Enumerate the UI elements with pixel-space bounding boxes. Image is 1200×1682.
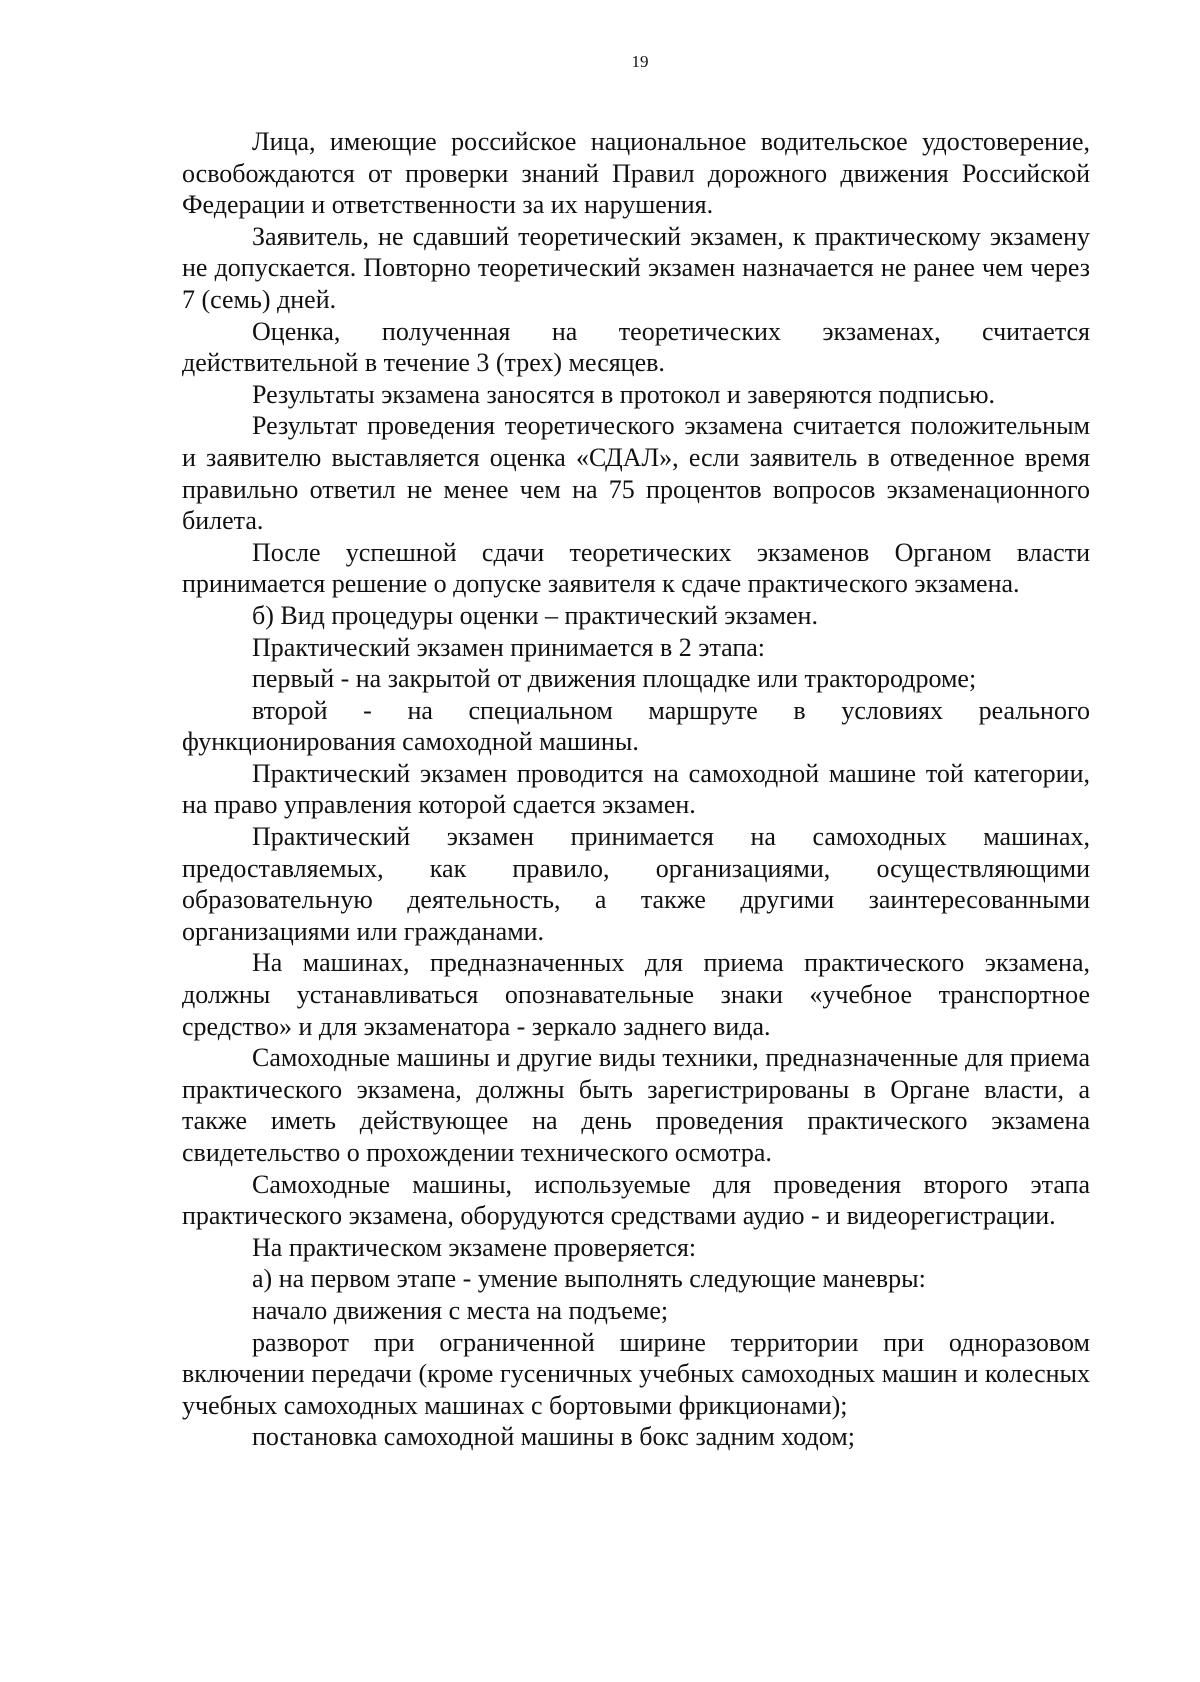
paragraph-17: а) на первом этапе - умение выполнять следующие маневры: xyxy=(252,1264,926,1294)
paragraph-2: Заявитель, не сдавший теоретический экзамен, к практическому экзамену не допускается. Повторно теоретический экзамен назначается не ранее чем через 7 (семь) дней. xyxy=(182,221,1090,314)
paragraph-15: Самоходные машины, используемые для проведения второго этапа практического экзамена, оборудуются средствами аудио - и видеорегистрации. xyxy=(182,1169,1090,1231)
paragraph-3: Оценка, полученная на теоретических экзаменах, считается действительной в течение 3 (трех) месяцев. xyxy=(182,316,1090,378)
paragraph-5: Результат проведения теоретического экзамена считается положительным и заявителю выставляется оценка «СДАЛ», если заявитель в отведенное время правильно ответил не менее чем на 75 процентов вопросов экзаменационного билета. xyxy=(182,411,1090,536)
paragraph-11: Практический экзамен проводится на самоходной машине той категории, на право управления которой сдается экзамен. xyxy=(182,758,1090,820)
paragraph-8: Практический экзамен принимается в 2 этапа: xyxy=(252,632,765,662)
paragraph-14: Самоходные машины и другие виды техники, предназначенные для приема практического экзамена, должны быть зарегистрированы в Органе власти, а также иметь действующее на день проведения практического экзамена свидетельство о прохождении технического осмотра. xyxy=(182,1043,1090,1167)
paragraph-12: Практический экзамен принимается на самоходных машинах, предоставляемых, как правило, организациями, осуществляющими образовательную деятельность, а также другими заинтересованными организациями или гражданами. xyxy=(182,822,1090,946)
paragraph-20: постановка самоходной машины в бокс задним ходом; xyxy=(252,1422,855,1452)
paragraph-13: На машинах, предназначенных для приема практического экзамена, должны устанавливаться опознавательные знаки «учебное транспортное средство» и для экзаменатора - зеркало заднего вида. xyxy=(182,948,1090,1041)
page-number: 19 xyxy=(631,52,649,71)
paragraph-7: б) Вид процедуры оценки – практический экзамен. xyxy=(252,600,818,630)
paragraph-6: После успешной сдачи теоретических экзаменов Органом власти принимается решение о допуске заявителя к сдаче практического экзамена. xyxy=(182,537,1090,599)
paragraph-1: Лица, имеющие российское национальное водительское удостоверение, освобождаются от проверки знаний Правил дорожного движения Российской Федерации и ответственности за их нарушения. xyxy=(182,127,1090,220)
paragraph-9: первый - на закрытой от движения площадке или трактородроме; xyxy=(252,664,977,694)
paragraph-16: На практическом экзамене проверяется: xyxy=(252,1232,697,1262)
paragraph-19: разворот при ограниченной ширине территории при одноразовом включении передачи (кроме гусеничных учебных самоходных машин и колесных учебных самоходных машинах с бортовыми фрикционами); xyxy=(182,1327,1090,1420)
document-body xyxy=(182,126,1090,1453)
paragraph-10: второй - на специальном маршруте в условиях реального функционирования самоходной машины. xyxy=(182,695,1090,757)
paragraph-4: Результаты экзамена заносятся в протокол и заверяются подписью. xyxy=(252,379,995,409)
paragraph-18: начало движения с места на подъеме; xyxy=(252,1295,669,1325)
